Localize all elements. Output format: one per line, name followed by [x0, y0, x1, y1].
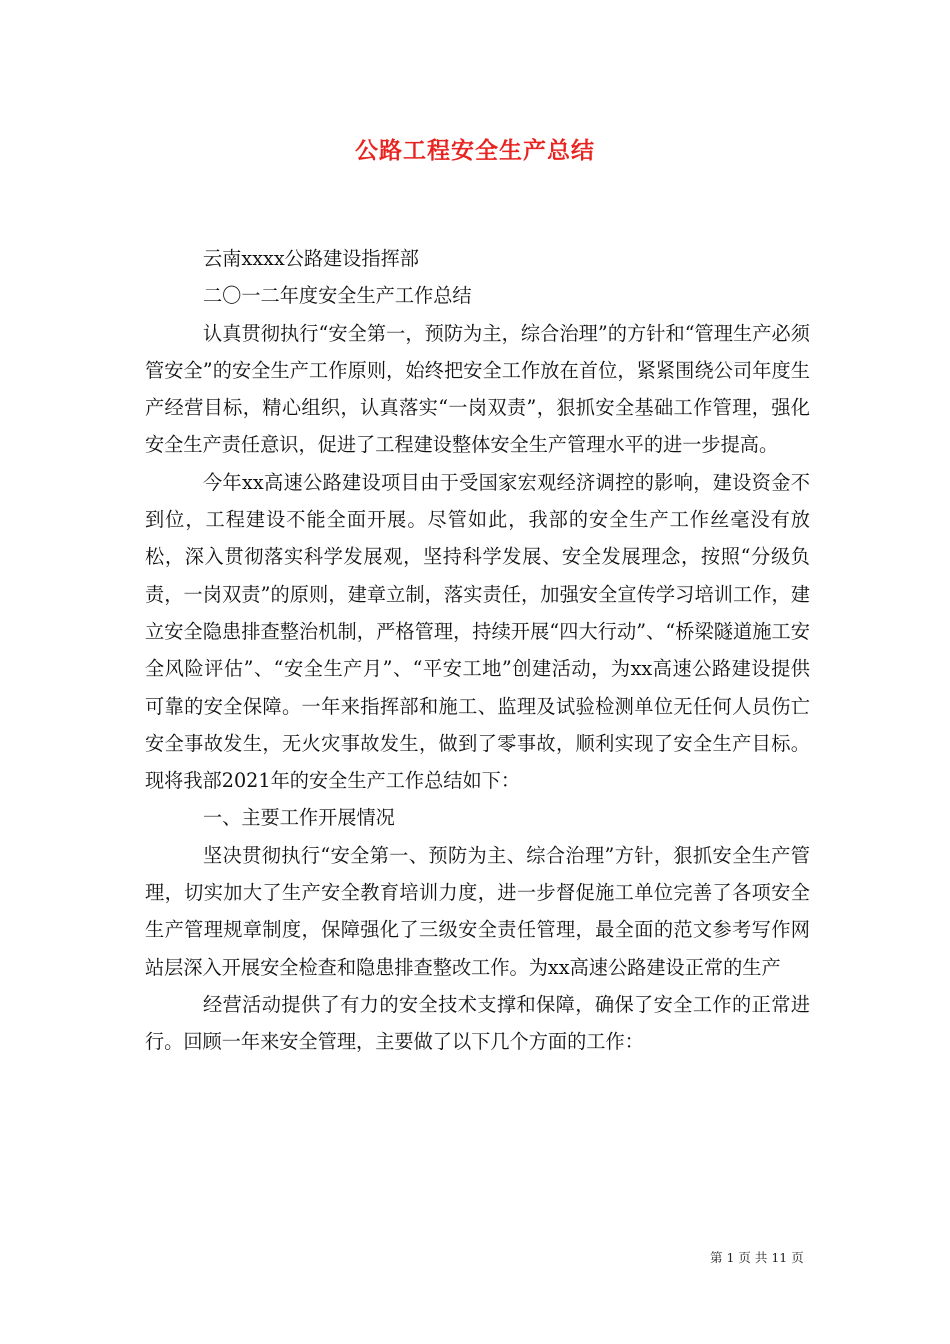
- document-body: [145, 240, 810, 1061]
- section-heading: 一、主要工作开展情况: [203, 806, 395, 830]
- paragraph-3: 坚决贯彻执行“安全第一、预防为主、综合治理”方针，狠抓安全生产管理，切实加大了生产安全教育培训力度，进一步督促施工单位完善了各项安全生产管理规章制度，保障强化了三级安全责任管理，最全面的范文参考写作网站层深入开展安全检查和隐患排查整改工作。为xx高速公路建设正常的生产: [145, 843, 810, 979]
- subtitle-line: 二〇一二年度安全生产工作总结: [203, 284, 472, 308]
- paragraph-2: 今年xx高速公路建设项目由于受国家宏观经济调控的影响，建设资金不到位，工程建设不能全面开展。尽管如此，我部的安全生产工作丝毫没有放松，深入贯彻落实科学发展观，坚持科学发展、安全发展理念，按照“分级负责，一岗双责”的原则，建章立制，落实责任，加强安全宣传学习培训工作，建立安全隐患排查整治机制，严格管理，持续开展“四大行动”、“桥梁隧道施工安全风险评估”、“安全生产月”、“平安工地”创建活动，为xx高速公路建设提供可靠的安全保障。一年来指挥部和施工、监理及试验检测单位无任何人员伤亡安全事故发生，无火灾事故发生，做到了零事故，顺利实现了安全生产目标。现将我部2021年的安全生产工作总结如下：: [145, 470, 810, 793]
- document-title: 公路工程安全生产总结: [355, 137, 595, 164]
- paragraph-4: 经营活动提供了有力的安全技术支撑和保障，确保了安全工作的正常进行。回顾一年来安全管理，主要做了以下几个方面的工作：: [145, 992, 810, 1054]
- paragraph-1: 认真贯彻执行“安全第一，预防为主，综合治理”的方针和“管理生产必须管安全”的安全生产工作原则，始终把安全工作放在首位，紧紧围绕公司年度生产经营目标，精心组织，认真落实“一岗双责”，狠抓安全基础工作管理，强化安全生产责任意识，促进了工程建设整体安全生产管理水平的进一步提高。: [145, 321, 810, 457]
- page-number: 第 1 页 共 11 页: [710, 1250, 804, 1265]
- org-line: 云南xxxx公路建设指挥部: [203, 247, 419, 270]
